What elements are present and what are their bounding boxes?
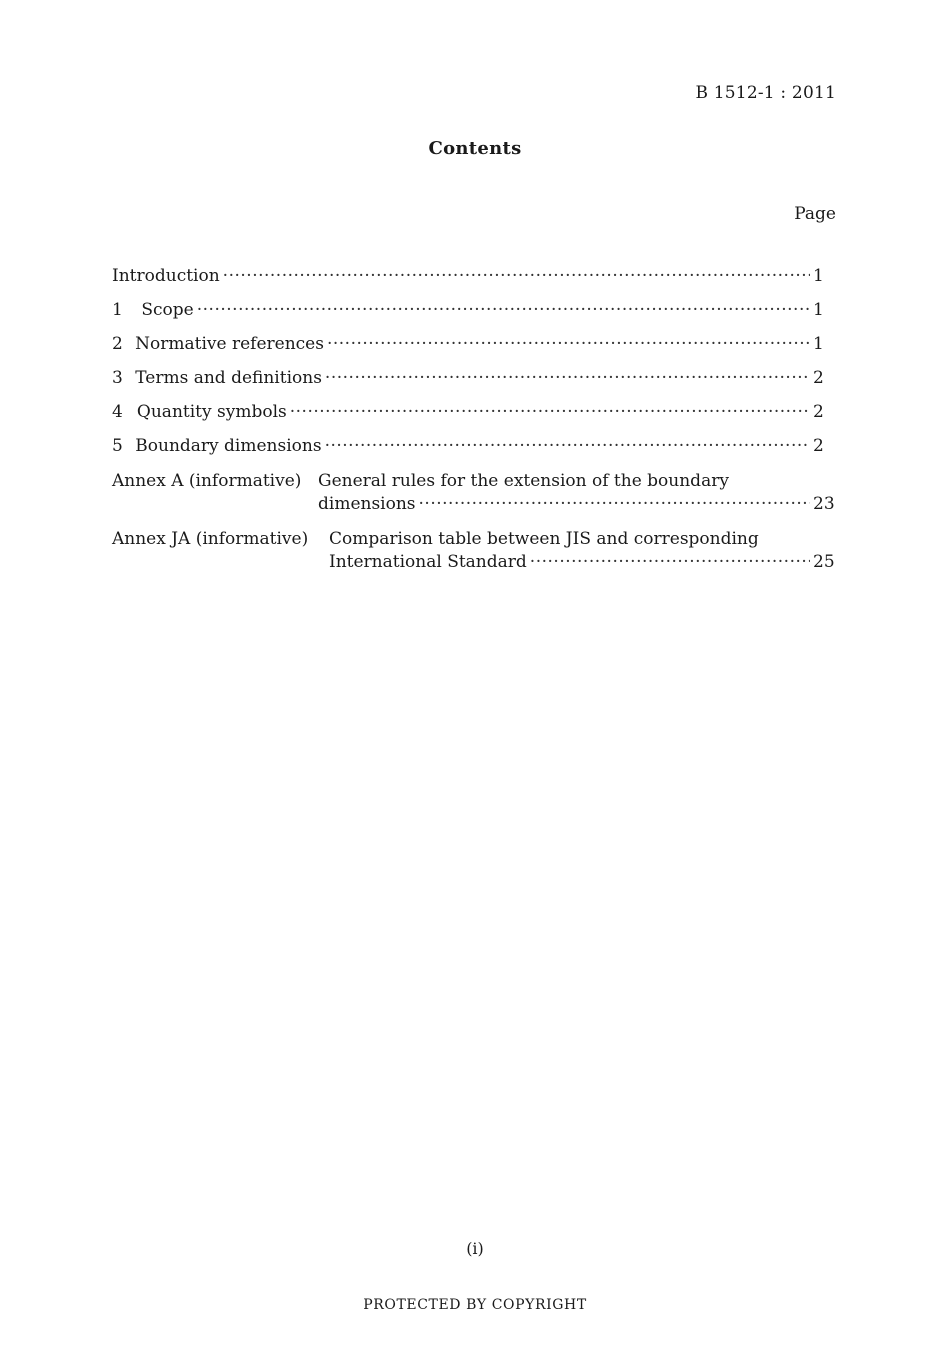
- annex-title-line1: General rules for the extension of the boundary: [318, 471, 729, 491]
- toc-entry-label: Terms and definitions: [135, 368, 322, 388]
- page-column-label: Page: [794, 204, 836, 224]
- toc-entry-normative-references[interactable]: [112, 334, 823, 354]
- toc-entry-number: 5: [112, 436, 123, 456]
- toc-entry-page: 1: [813, 334, 824, 354]
- dot-leader: [223, 266, 810, 286]
- toc-entry-label: Introduction: [112, 266, 220, 286]
- toc-annex-ja[interactable]: [112, 529, 835, 579]
- toc-entry-label: Boundary dimensions: [135, 436, 322, 456]
- toc-entry-number: 4: [112, 402, 123, 422]
- toc-entry-label: Scope: [141, 300, 194, 320]
- toc-entry-number: 1: [112, 300, 123, 320]
- annex-page: 23: [813, 494, 835, 514]
- annex-page: 25: [813, 552, 835, 572]
- dot-leader: [290, 402, 810, 422]
- annex-prefix: Annex JA (informative): [112, 529, 309, 549]
- toc-entry-scope[interactable]: [112, 300, 823, 320]
- toc-entry-quantity-symbols[interactable]: [112, 402, 823, 422]
- toc-entry-page: 2: [813, 368, 824, 388]
- annex-title-line2: dimensions: [318, 494, 416, 514]
- annex-prefix: Annex A (informative): [112, 471, 302, 491]
- annex-title-line2: International Standard: [329, 552, 527, 572]
- toc-entry-terms-and-definitions[interactable]: [112, 368, 823, 388]
- toc-entry-number: 3: [112, 368, 123, 388]
- dot-leader: [197, 300, 810, 320]
- toc-annex-a[interactable]: [112, 471, 835, 521]
- dot-leader: [530, 552, 810, 572]
- dot-leader: [325, 436, 810, 456]
- toc-entry-page: 2: [813, 402, 824, 422]
- toc-entry-label: Normative references: [135, 334, 324, 354]
- toc-entry-boundary-dimensions[interactable]: [112, 436, 823, 456]
- dot-leader: [325, 368, 810, 388]
- toc-entry-number: 2: [112, 334, 123, 354]
- annex-title-line1: Comparison table between JIS and corresponding: [329, 529, 759, 549]
- page-title: Contents: [428, 138, 522, 159]
- document-id: B 1512-1 : 2011: [695, 83, 836, 103]
- toc-entry-page: 1: [813, 266, 824, 286]
- toc-entry-introduction[interactable]: [112, 266, 823, 286]
- page-number: (i): [466, 1239, 484, 1258]
- toc-entry-page: 2: [813, 436, 824, 456]
- toc-entry-label: Quantity symbols: [136, 402, 287, 422]
- dot-leader: [419, 494, 810, 514]
- copyright-notice: PROTECTED BY COPYRIGHT: [363, 1297, 587, 1313]
- dot-leader: [327, 334, 810, 354]
- toc-entry-page: 1: [813, 300, 824, 320]
